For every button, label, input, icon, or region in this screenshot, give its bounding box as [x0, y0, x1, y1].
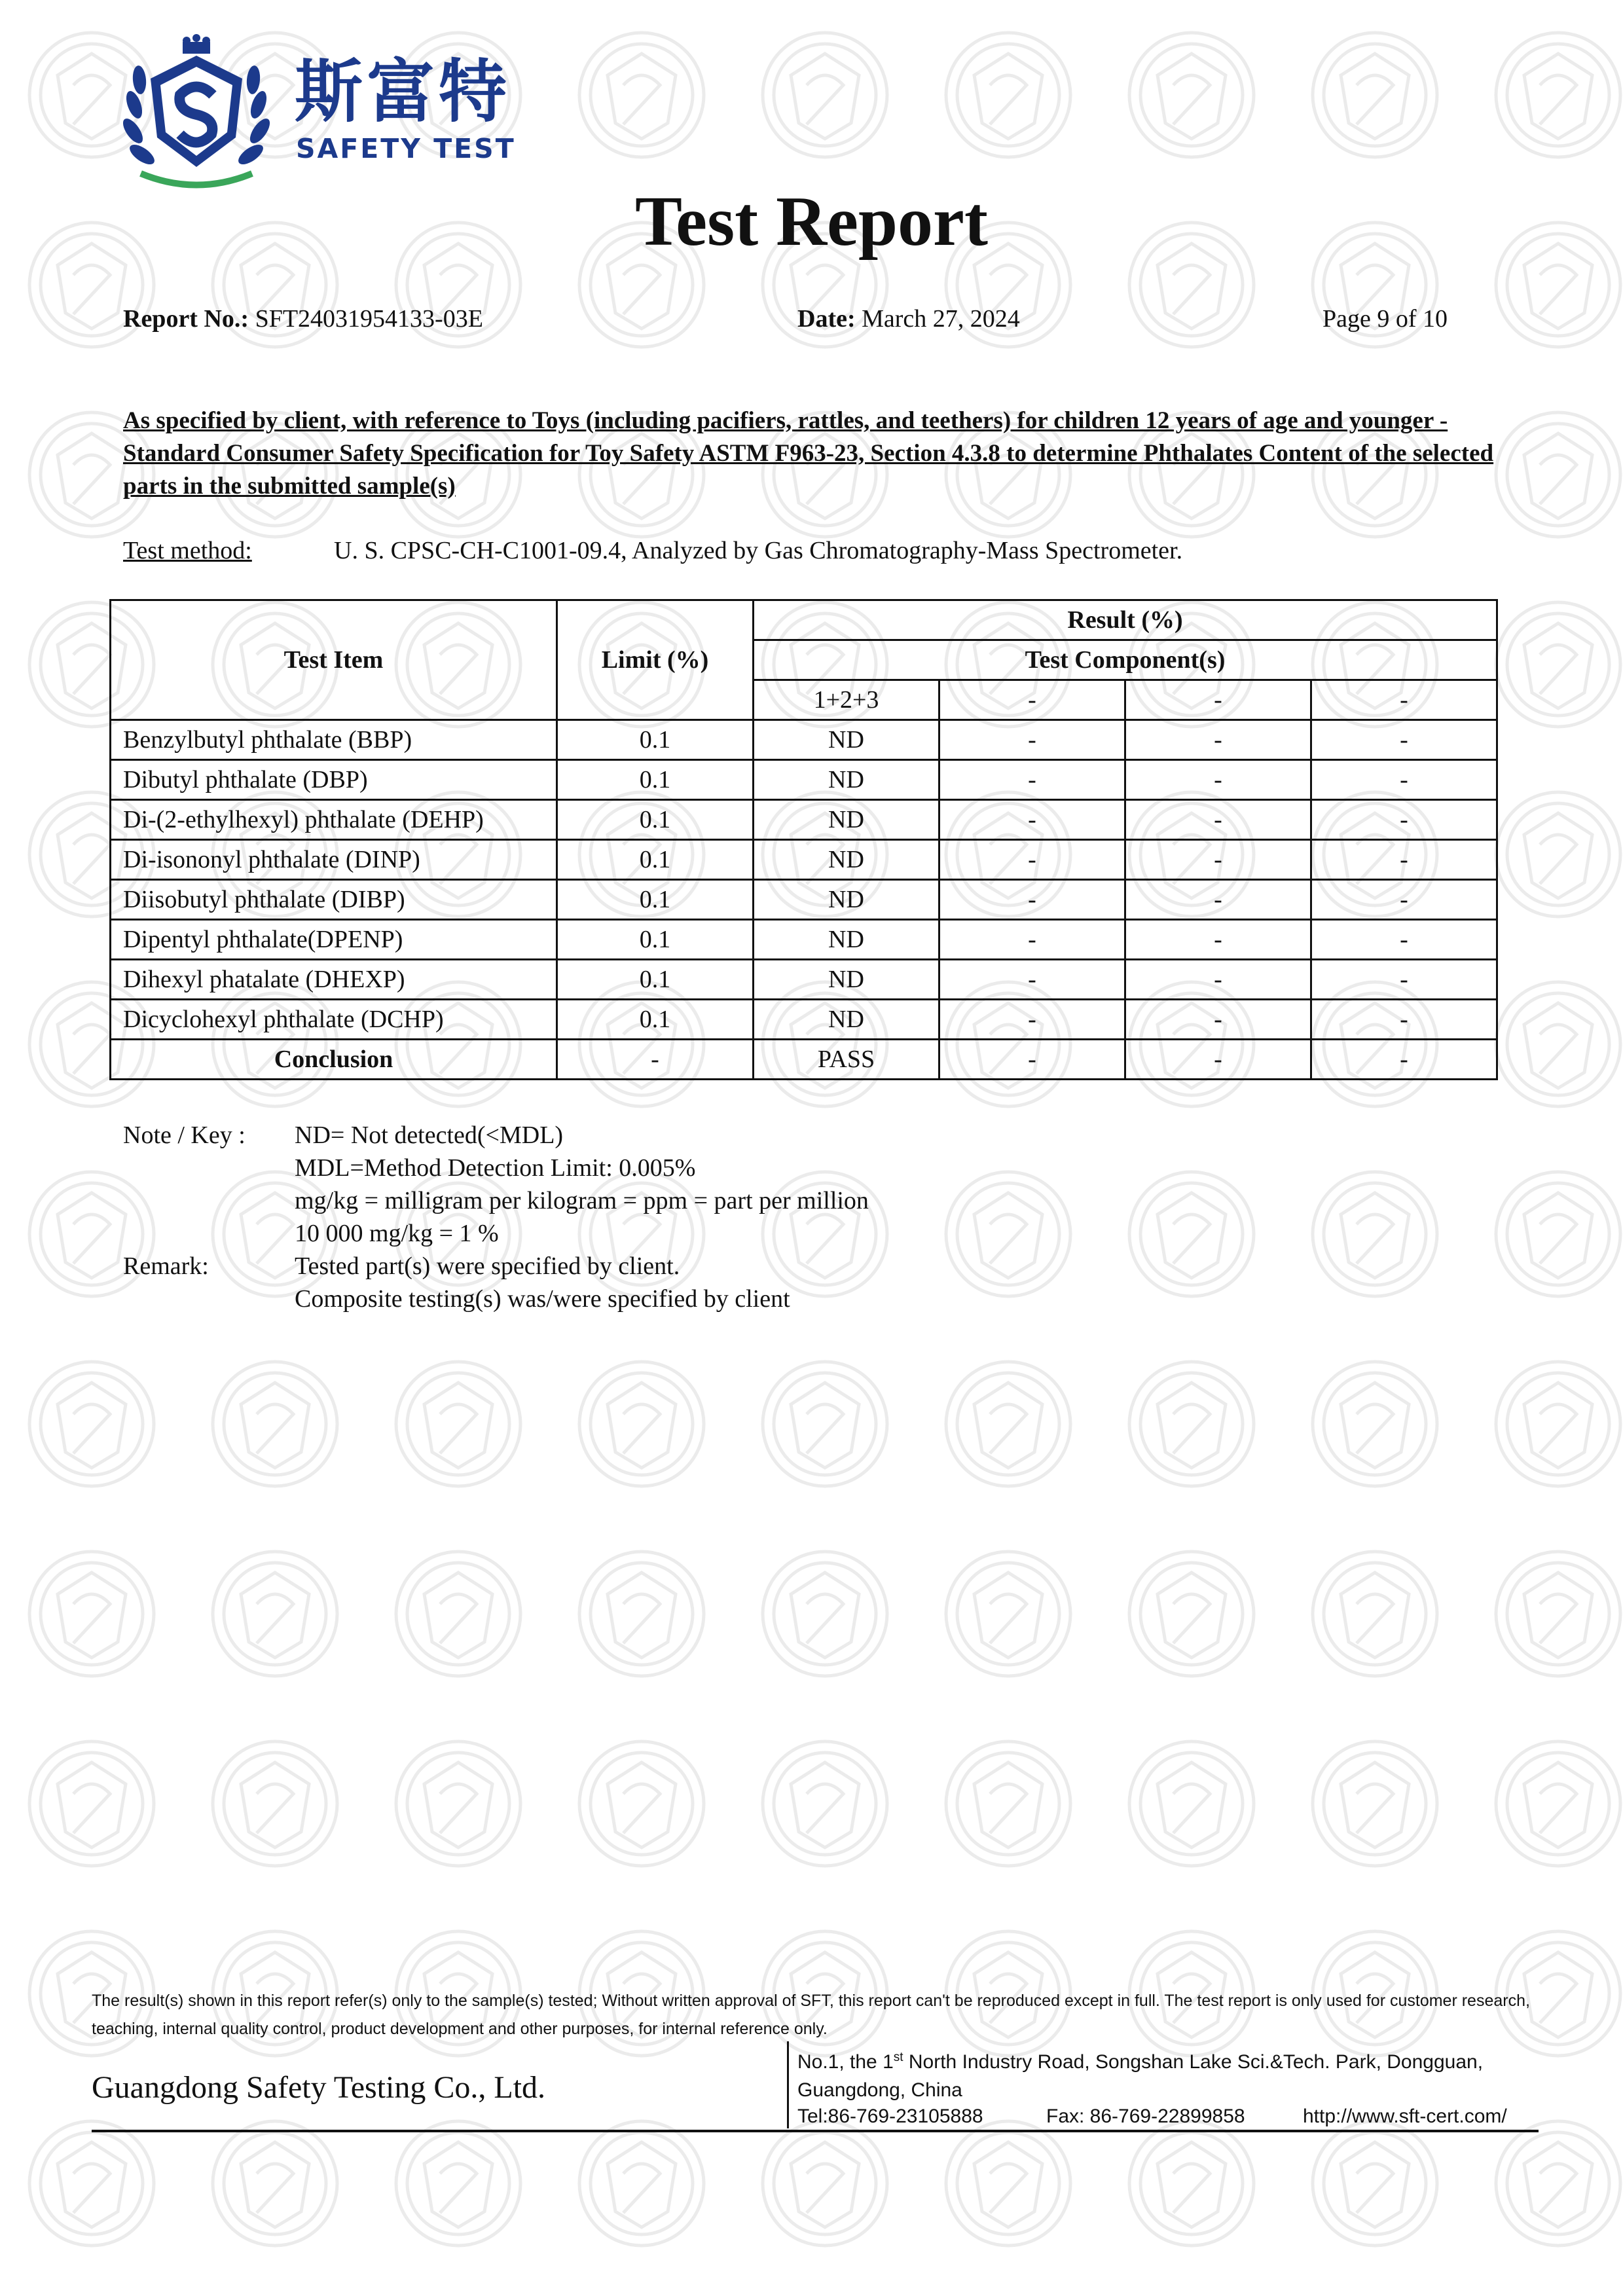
header-test-components: Test Component(s) [754, 640, 1497, 680]
address-post: North Industry Road, Songshan Lake Sci.&Tech. Park, Dongguan, [903, 2051, 1484, 2073]
row-item: Di-(2-ethylhexyl) phthalate (DEHP) [111, 800, 557, 840]
company-name: Guangdong Safety Testing Co., Ltd. [92, 2070, 546, 2105]
footer-divider-vertical [787, 2041, 789, 2128]
row-item: Di-isononyl phthalate (DINP) [111, 840, 557, 880]
row-limit: 0.1 [557, 800, 754, 840]
report-date [797, 306, 1020, 331]
row-result-1: ND [754, 760, 939, 800]
row-result-3: - [1125, 920, 1311, 960]
row-result-1: ND [754, 800, 939, 840]
page-title: Test Report [635, 183, 988, 261]
conclusion-limit: - [557, 1040, 754, 1080]
report-number-value: SFT24031954133-03E [255, 305, 483, 333]
row-result-3: - [1125, 800, 1311, 840]
component-col-2: - [939, 680, 1125, 720]
website-link[interactable]: http://www.sft-cert.com/ [1303, 2105, 1507, 2127]
row-result-2: - [939, 920, 1125, 960]
row-result-4: - [1311, 800, 1497, 840]
component-col-1: 1+2+3 [754, 680, 939, 720]
note-line: ND= Not detected(<MDL) [295, 1121, 564, 1149]
remark-line: Composite testing(s) was/were specified by client [295, 1285, 790, 1313]
row-item: Dibutyl phthalate (DBP) [111, 760, 557, 800]
row-result-4: - [1311, 880, 1497, 920]
row-result-3: - [1125, 840, 1311, 880]
fax: Fax: 86-769-22899858 [1046, 2105, 1245, 2127]
note-key-label: Note / Key : [123, 1121, 246, 1149]
table-row [111, 880, 1497, 920]
table-row [111, 800, 1497, 840]
conclusion-row [111, 1040, 1497, 1080]
row-limit: 0.1 [557, 920, 754, 960]
note-line: mg/kg = milligram per kilogram = ppm = part per million [295, 1187, 869, 1214]
row-result-4: - [1311, 840, 1497, 880]
component-col-3: - [1125, 680, 1311, 720]
row-result-1: ND [754, 880, 939, 920]
row-item: Dicyclohexyl phthalate (DCHP) [111, 1000, 557, 1040]
report-number [123, 306, 483, 331]
row-result-4: - [1311, 960, 1497, 1000]
address-line-1 [797, 2051, 1483, 2072]
telephone: Tel:86-769-23105888 [797, 2105, 983, 2127]
conclusion-result-1: PASS [754, 1040, 939, 1080]
test-method-label: Test method: [123, 537, 252, 564]
header-limit: Limit (%) [557, 600, 754, 720]
row-result-3: - [1125, 880, 1311, 920]
row-result-2: - [939, 960, 1125, 1000]
row-result-3: - [1125, 960, 1311, 1000]
conclusion-result-4: - [1311, 1040, 1497, 1080]
table-row [111, 840, 1497, 880]
address-sup: st [893, 2050, 903, 2064]
conclusion-result-2: - [939, 1040, 1125, 1080]
test-method-value: U. S. CPSC-CH-C1001-09.4, Analyzed by Gas Chromatography-Mass Spectrometer. [334, 537, 1183, 564]
scope-statement: As specified by client, with reference to Toys (including pacifiers, rattles, and teethers) for children 12 years of age and younger - Standard Consumer Safety Specification for Toy Safety ASTM F963-23, Section 4.3.8 to determine Phthalates Content of the selected parts in the submitted sample(s) [123, 407, 1494, 500]
address-pre: No.1, the 1 [797, 2051, 894, 2073]
row-limit: 0.1 [557, 760, 754, 800]
header-result: Result (%) [754, 600, 1497, 640]
note-line: MDL=Method Detection Limit: 0.005% [295, 1154, 696, 1182]
remark-label: Remark: [123, 1252, 209, 1280]
page-number: Page 9 of 10 [1322, 305, 1448, 333]
row-result-1: ND [754, 1000, 939, 1040]
row-result-1: ND [754, 840, 939, 880]
row-result-2: - [939, 800, 1125, 840]
report-date-value: March 27, 2024 [862, 305, 1020, 333]
row-result-1: ND [754, 920, 939, 960]
row-result-4: - [1311, 760, 1497, 800]
row-item: Dihexyl phatalate (DHEXP) [111, 960, 557, 1000]
conclusion-result-3: - [1125, 1040, 1311, 1080]
remark-line: Tested part(s) were specified by client. [295, 1252, 680, 1280]
row-result-3: - [1125, 1000, 1311, 1040]
row-result-2: - [939, 1000, 1125, 1040]
report-date-label: Date: [797, 305, 856, 333]
row-limit: 0.1 [557, 1000, 754, 1040]
row-result-2: - [939, 720, 1125, 760]
disclaimer: The result(s) shown in this report refer(s) only to the sample(s) tested; Without written approval of SFT, this report can't be reproduced except in full. The test report is only used for customer research, teaching, internal quality control, product development and other purposes, for internal reference only. [92, 1992, 1530, 2038]
row-result-2: - [939, 760, 1125, 800]
row-limit: 0.1 [557, 960, 754, 1000]
report-number-label: Report No.: [123, 305, 249, 333]
row-result-2: - [939, 840, 1125, 880]
row-item: Dipentyl phthalate(DPENP) [111, 920, 557, 960]
row-limit: 0.1 [557, 720, 754, 760]
header-test-item: Test Item [111, 600, 557, 720]
row-result-2: - [939, 880, 1125, 920]
table-row [111, 720, 1497, 760]
row-result-4: - [1311, 920, 1497, 960]
row-result-4: - [1311, 1000, 1497, 1040]
conclusion-label: Conclusion [111, 1040, 557, 1080]
results-table [109, 599, 1498, 1080]
note-line: 10 000 mg/kg = 1 % [295, 1220, 499, 1247]
row-result-3: - [1125, 760, 1311, 800]
table-row [111, 760, 1497, 800]
row-result-1: ND [754, 720, 939, 760]
row-result-4: - [1311, 720, 1497, 760]
row-limit: 0.1 [557, 840, 754, 880]
row-limit: 0.1 [557, 880, 754, 920]
table-row [111, 920, 1497, 960]
table-row [111, 960, 1497, 1000]
table-row [111, 1000, 1497, 1040]
row-item: Benzylbutyl phthalate (BBP) [111, 720, 557, 760]
safety-test-logo [115, 33, 278, 196]
component-col-4: - [1311, 680, 1497, 720]
row-result-1: ND [754, 960, 939, 1000]
logo-english-name: SAFETY TEST [296, 133, 516, 164]
footer-divider-horizontal [92, 2130, 1539, 2132]
row-result-3: - [1125, 720, 1311, 760]
row-item: Diisobutyl phthalate (DIBP) [111, 880, 557, 920]
logo-chinese-name: 斯富特 [295, 52, 511, 132]
address-line-2: Guangdong, China [797, 2079, 962, 2101]
